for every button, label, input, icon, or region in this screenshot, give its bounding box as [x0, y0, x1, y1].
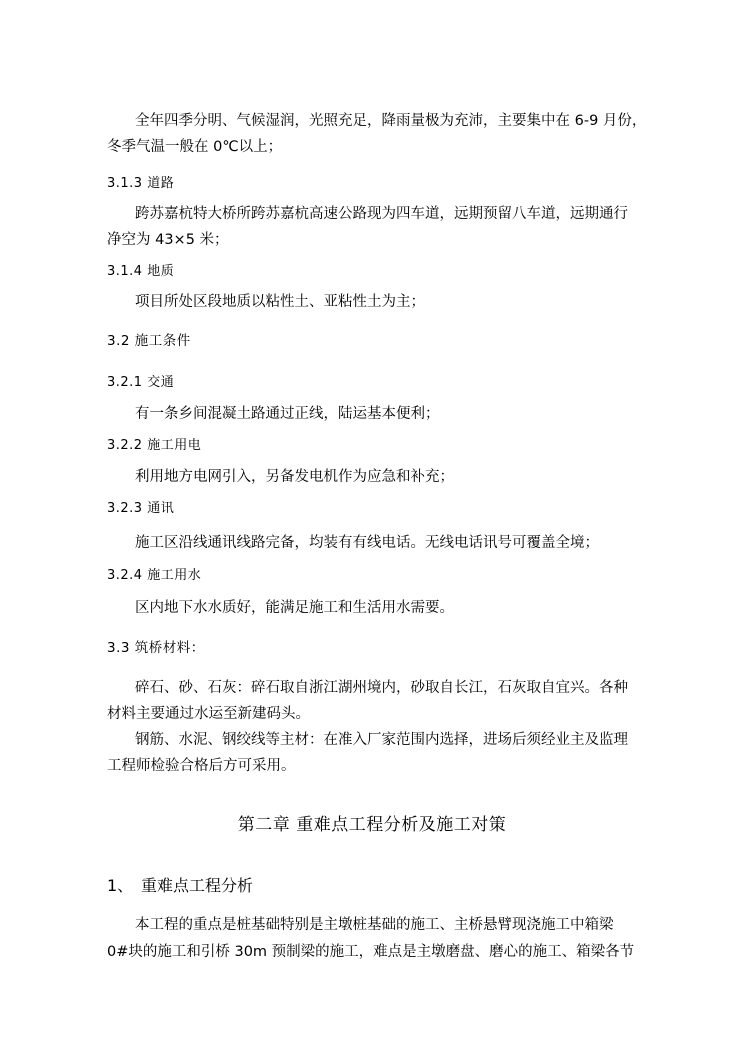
- paragraph-aggregates-line1: 碎石、砂、石灰：碎石取自浙江湖州境内，砂取自长江，石灰取自宜兴。各种: [135, 680, 628, 696]
- paragraph-key-points-line1: 本工程的重点是桩基础特别是主墩桩基础的施工、主桥悬臂现浇施工中箱梁: [135, 917, 614, 933]
- heading-3-1-4: 3.1.4 地质: [107, 264, 175, 279]
- heading-3-2-1: 3.2.1 交通: [107, 375, 175, 390]
- heading-3-2: 3.2 施工条件: [107, 333, 191, 349]
- heading-3-1-3: 3.1.3 道路: [107, 176, 175, 191]
- paragraph-main-materials-line1: 钢筋、水泥、钢绞线等主材：在准入厂家范围内选择，进场后须经业主及监理: [135, 732, 628, 748]
- section-number: 1、: [107, 876, 134, 895]
- heading-3-2-2: 3.2.2 施工用电: [107, 438, 202, 453]
- paragraph-road-line2: 净空为 43×5 米；: [107, 232, 229, 248]
- section-title: 重难点工程分析: [141, 876, 254, 895]
- paragraph-climate-line2: 冬季气温一般在 0℃以上；: [107, 139, 283, 155]
- heading-3-2-3: 3.2.3 通讯: [107, 501, 175, 516]
- paragraph-aggregates-line2: 材料主要通过水运至新建码头。: [107, 706, 310, 722]
- paragraph-geology: 项目所处区段地质以粘性土、亚粘性土为主；: [135, 294, 425, 310]
- section-heading-1: [107, 876, 253, 896]
- paragraph-road-line1: 跨苏嘉杭特大桥所跨苏嘉杭高速公路现为四车道，远期预留八车道，远期通行: [135, 206, 628, 222]
- paragraph-power: 利用地方电网引入，另备发电机作为应急和补充；: [135, 469, 454, 485]
- paragraph-key-points-line2: 0#块的施工和引桥 30m 预制梁的施工，难点是主墩磨盘、磨心的施工、箱梁各节: [107, 944, 635, 960]
- heading-3-3: 3.3 筑桥材料：: [107, 640, 205, 656]
- paragraph-communication: 施工区沿线通讯线路完备，均装有有线电话。无线电话讯号可覆盖全境；: [135, 535, 599, 551]
- chapter-title: 第二章 重难点工程分析及施工对策: [237, 815, 507, 835]
- paragraph-water: 区内地下水水质好，能满足施工和生活用水需要。: [135, 600, 454, 616]
- paragraph-traffic: 有一条乡间混凝土路通过正线，陆运基本便利；: [135, 406, 440, 422]
- paragraph-main-materials-line2: 工程师检验合格后方可采用。: [107, 758, 296, 774]
- heading-3-2-4: 3.2.4 施工用水: [107, 568, 202, 583]
- paragraph-climate-line1: 全年四季分明、气候湿润，光照充足，降雨量极为充沛，主要集中在 6-9 月份，: [135, 113, 647, 129]
